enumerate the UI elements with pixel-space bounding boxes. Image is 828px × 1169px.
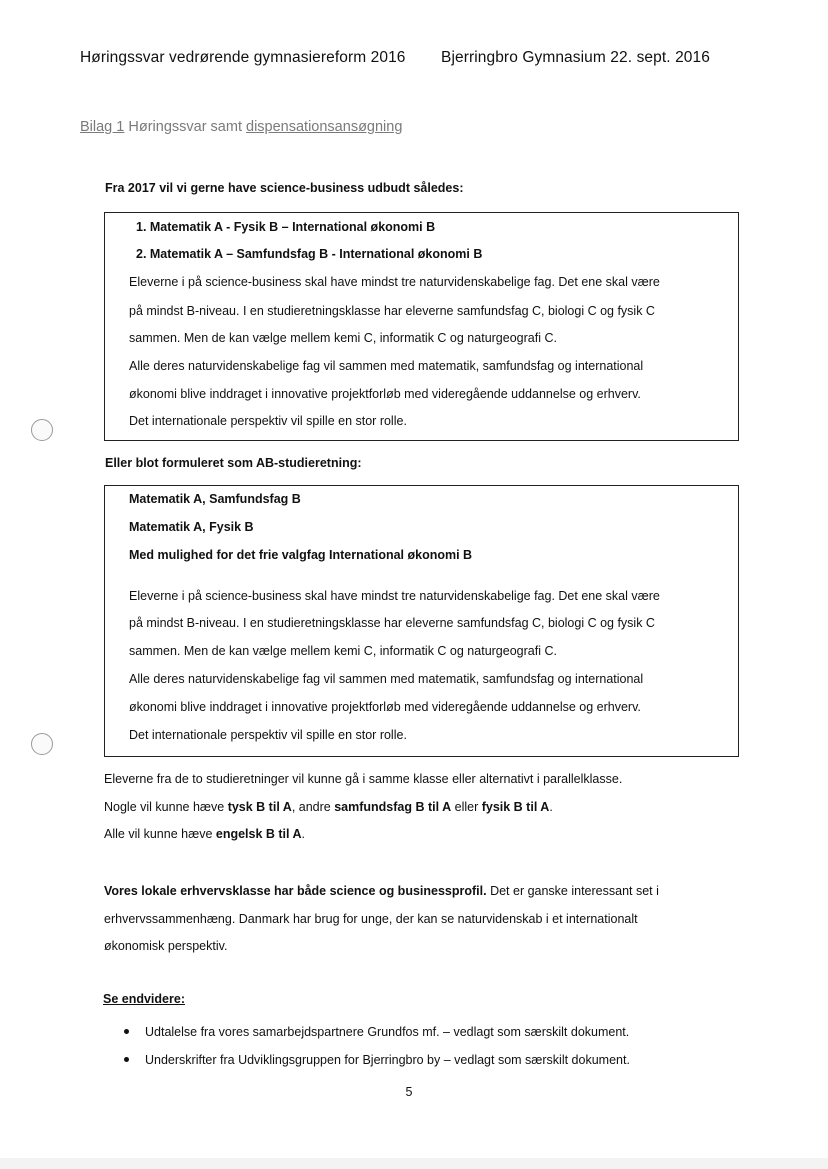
section1-body-5: økonomi blive inddraget i innovative projektforløb med videregående uddannelse og erhverv. [129,387,641,401]
profile-line-1 [104,884,659,898]
section2-body-5: økonomi blive inddraget i innovative projektforløb med videregående uddannelse og erhverv. [129,700,641,714]
raise-text-d: eller [451,800,482,814]
raise-text-a: Nogle vil kunne hæve [104,800,228,814]
section1-box [104,212,739,441]
section1-body-2: på mindst B-niveau. I en studieretningsklasse har eleverne samfundsfag C, biologi C og fysik C [129,304,655,318]
profile-line-2: erhvervssammenhæng. Danmark har brug for unge, der kan se naturvidenskab i et internationalt [104,912,638,926]
appendix-label: Bilag 1 [80,119,125,135]
raise-text-e: . [549,800,553,814]
profile-line-3: økonomisk perspektiv. [104,939,228,953]
punch-hole-icon [31,419,53,441]
english-text-c: . [301,827,306,841]
appendix-link-text: dispensationsansøgning [246,119,403,135]
section2-item-3: Med mulighed for det frie valgfag International økonomi B [129,548,473,562]
section1-item-2: 2. Matematik A – Samfundsfag B - International økonomi B [136,247,483,261]
raise-levels-text [104,800,553,814]
appendix-heading [80,119,402,135]
see-also-bullet-2 [124,1053,630,1067]
profile-bold: Vores lokale erhvervsklasse har både science og businessprofil. [104,884,487,898]
page-number: 5 [405,1085,413,1099]
parallel-class-text: Eleverne fra de to studieretninger vil kunne gå i samme klasse eller alternativt i parallelklasse. [104,772,623,786]
section1-body-3: sammen. Men de kan vælge mellem kemi C, informatik C og naturgeografi C. [129,331,557,345]
section2-item-2: Matematik A, Fysik B [129,520,254,534]
section1-body-6: Det internationale perspektiv vil spille en stor rolle. [129,414,407,428]
section1-lead: Fra 2017 vil vi gerne have science-business udbudt således: [105,181,464,195]
english-text-a: Alle vil kunne hæve [104,827,216,841]
raise-samfundsfag: samfundsfag B til A [334,800,452,814]
section1-body-4: Alle deres naturvidenskabelige fag vil sammen med matematik, samfundsfag og international [129,359,644,373]
raise-text-c: , andre [291,800,335,814]
section2-body-4: Alle deres naturvidenskabelige fag vil sammen med matematik, samfundsfag og international [129,672,644,686]
section2-body-1: Eleverne i på science-business skal have mindst tre naturvidenskabelige fag. Det ene skal være [129,589,660,603]
bullet-dot-icon [124,1029,129,1034]
section2-body-3: sammen. Men de kan vælge mellem kemi C, informatik C og naturgeografi C. [129,644,557,658]
scan-edge [0,1158,828,1169]
see-also-title: Se endvidere: [103,992,185,1006]
section2-item-1: Matematik A, Samfundsfag B [129,492,301,506]
section2-body-2: på mindst B-niveau. I en studieretningsklasse har eleverne samfundsfag C, biologi C og fysik C [129,616,655,630]
section1-item-1: 1. Matematik A - Fysik B – International økonomi B [136,220,436,234]
section2-lead: Eller blot formuleret som AB-studieretning: [105,456,362,470]
raise-english-text [104,827,305,841]
header-school-date: Bjerringbro Gymnasium 22. sept. 2016 [441,49,710,66]
raise-tysk: tysk B til A [227,800,292,814]
punch-hole-icon [31,733,53,755]
profile-rest: Det er ganske interessant set i [486,884,659,898]
raise-fysik: fysik B til A [481,800,550,814]
see-also-text-2: Underskrifter fra Udviklingsgruppen for Bjerringbro by – vedlagt som særskilt dokument. [145,1053,630,1067]
section1-body-1: Eleverne i på science-business skal have mindst tre naturvidenskabelige fag. Det ene skal være [129,275,660,289]
see-also-text-1: Udtalelse fra vores samarbejdspartnere Grundfos mf. – vedlagt som særskilt dokument. [145,1025,630,1039]
section2-body-6: Det internationale perspektiv vil spille en stor rolle. [129,728,407,742]
see-also-bullet-1 [124,1025,629,1039]
section2-box [104,485,739,757]
appendix-text: Høringssvar samt [124,119,247,135]
header-title: Høringssvar vedrørende gymnasiereform 2016 [80,49,406,66]
raise-engelsk: engelsk B til A [215,827,302,841]
bullet-dot-icon [124,1057,129,1062]
